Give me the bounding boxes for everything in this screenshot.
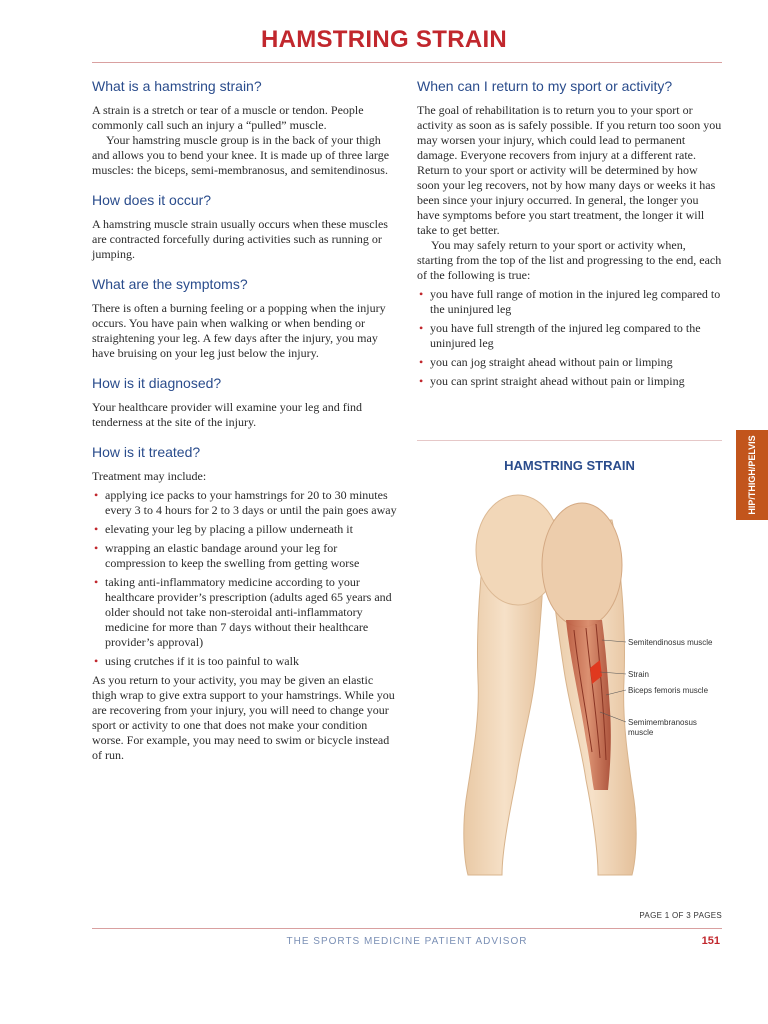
list-item-text: you have full range of motion in the injured leg compared to the uninjured leg <box>430 287 721 316</box>
section-heading: How is it treated? <box>92 444 201 460</box>
legs-illustration <box>440 490 730 880</box>
paragraph: The goal of rehabilitation is to return you to your sport or activity as soon as is safely possible. If you return too soon you may worsen your injury, which could lead to permanent damage. Everyone recovers from injury at a different rate. Return to your sport or activity will be determined by how soon your leg recovers, not by how many days or weeks it has been since your injury occurred. In general, the longer you have symptoms before you start treatment, the longer it will take to get better. <box>417 103 722 237</box>
section-heading: How is it diagnosed? <box>92 375 222 391</box>
paragraph: A strain is a stretch or tear of a muscle or tendon. People commonly call such an injury a “pulled” muscle. <box>92 103 364 132</box>
label-strain: Strain <box>628 670 649 679</box>
section-diagnosed <box>92 375 397 430</box>
list-item-text: applying ice packs to your hamstrings for 20 to 30 minutes every 3 to 4 hours for 2 to 3 days or until the pain goes away <box>105 488 397 517</box>
section-side-tab <box>736 430 768 520</box>
figure-title: HAMSTRING STRAIN <box>504 458 635 473</box>
section-symptoms <box>92 276 397 361</box>
footer-publication: THE SPORTS MEDICINE PATIENT ADVISOR <box>286 936 528 947</box>
right-column <box>417 78 722 403</box>
list-item-text: elevating your leg by placing a pillow underneath it <box>105 522 353 536</box>
bullet-icon: • <box>419 287 424 301</box>
return-criteria-list <box>417 287 722 389</box>
bullet-icon: • <box>419 355 424 369</box>
paragraph: You may safely return to your sport or activity when, starting from the top of the list and progressing to the end, each of the following is true: <box>417 238 722 282</box>
label-semitendinosus: Semitendinosus muscle <box>628 638 713 647</box>
page-count: PAGE 1 OF 3 PAGES <box>639 911 722 920</box>
paragraph: Your hamstring muscle group is in the back of your thigh and allows you to bend your knee. It is made up of three large muscles: the biceps, semi-membranosus, and semitendinosus. <box>92 133 390 177</box>
left-column <box>92 78 397 777</box>
bullet-icon: • <box>94 575 99 589</box>
bullet-icon: • <box>94 541 99 555</box>
section-heading: How does it occur? <box>92 192 212 208</box>
section-heading: What is a hamstring strain? <box>92 78 262 94</box>
list-item-text: wrapping an elastic bandage around your leg for compression to keep the swelling from getting worse <box>105 541 360 570</box>
section-return <box>417 78 722 389</box>
list-item <box>417 355 722 370</box>
list-item <box>92 575 397 650</box>
paragraph: There is often a burning feeling or a popping when the injury occurs. You have pain when walking or when bending or straightening your leg. A few days after the injury, you may have bruising on your leg just below the injury. <box>92 301 386 360</box>
list-item-text: taking anti-inflammatory medicine according to your healthcare provider’s prescription (adults aged 65 years and older should not take non-steroidal anti-inflammatory medicine for more than 7 days without their healthcare provider’s approval) <box>105 575 392 649</box>
list-item <box>92 654 397 669</box>
treatment-list <box>92 488 397 669</box>
bullet-icon: • <box>419 374 424 388</box>
list-item <box>417 287 722 317</box>
list-item-text: you can jog straight ahead without pain or limping <box>430 355 673 369</box>
bottom-divider <box>92 928 722 929</box>
bullet-icon: • <box>94 488 99 502</box>
hamstring-illustration <box>440 490 730 880</box>
page-number: 151 <box>701 935 720 947</box>
page-title: HAMSTRING STRAIN <box>260 26 508 53</box>
top-divider <box>92 62 722 63</box>
section-heading: What are the symptoms? <box>92 276 248 292</box>
list-item <box>417 321 722 351</box>
label-biceps-femoris: Biceps femoris muscle <box>628 686 709 695</box>
section-treated <box>92 444 397 763</box>
section-heading: When can I return to my sport or activity? <box>417 78 673 94</box>
paragraph: A hamstring muscle strain usually occurs when these muscles are contracted forcefully during activities such as running or jumping. <box>92 217 388 261</box>
list-item <box>92 541 397 571</box>
paragraph: Treatment may include: <box>92 469 207 483</box>
right-gluteal <box>542 503 622 627</box>
label-semimembranosus: Semimembranosus muscle <box>628 718 697 737</box>
bullet-icon: • <box>419 321 424 335</box>
section-what-is <box>92 78 397 178</box>
figure-divider <box>417 440 722 441</box>
section-how-occur <box>92 192 397 262</box>
list-item <box>417 374 722 389</box>
bullet-icon: • <box>94 522 99 536</box>
paragraph: As you return to your activity, you may be given an elastic thigh wrap to give extra support to your hamstrings. While you are recovering from your injury, you will need to change your sport or activity to one that does not make your condition worse. For example, you may need to swim or bicycle instead of run. <box>92 673 395 762</box>
list-item-text: using crutches if it is too painful to walk <box>105 654 299 668</box>
side-tab-label: HIP/THIGH/PELVIS <box>747 435 757 515</box>
list-item-text: you have full strength of the injured leg compared to the uninjured leg <box>430 321 701 350</box>
paragraph: Your healthcare provider will examine your leg and find tenderness at the site of the injury. <box>92 400 363 429</box>
list-item <box>92 522 397 537</box>
bullet-icon: • <box>94 654 99 668</box>
list-item-text: you can sprint straight ahead without pain or limping <box>430 374 685 388</box>
list-item <box>92 488 397 518</box>
